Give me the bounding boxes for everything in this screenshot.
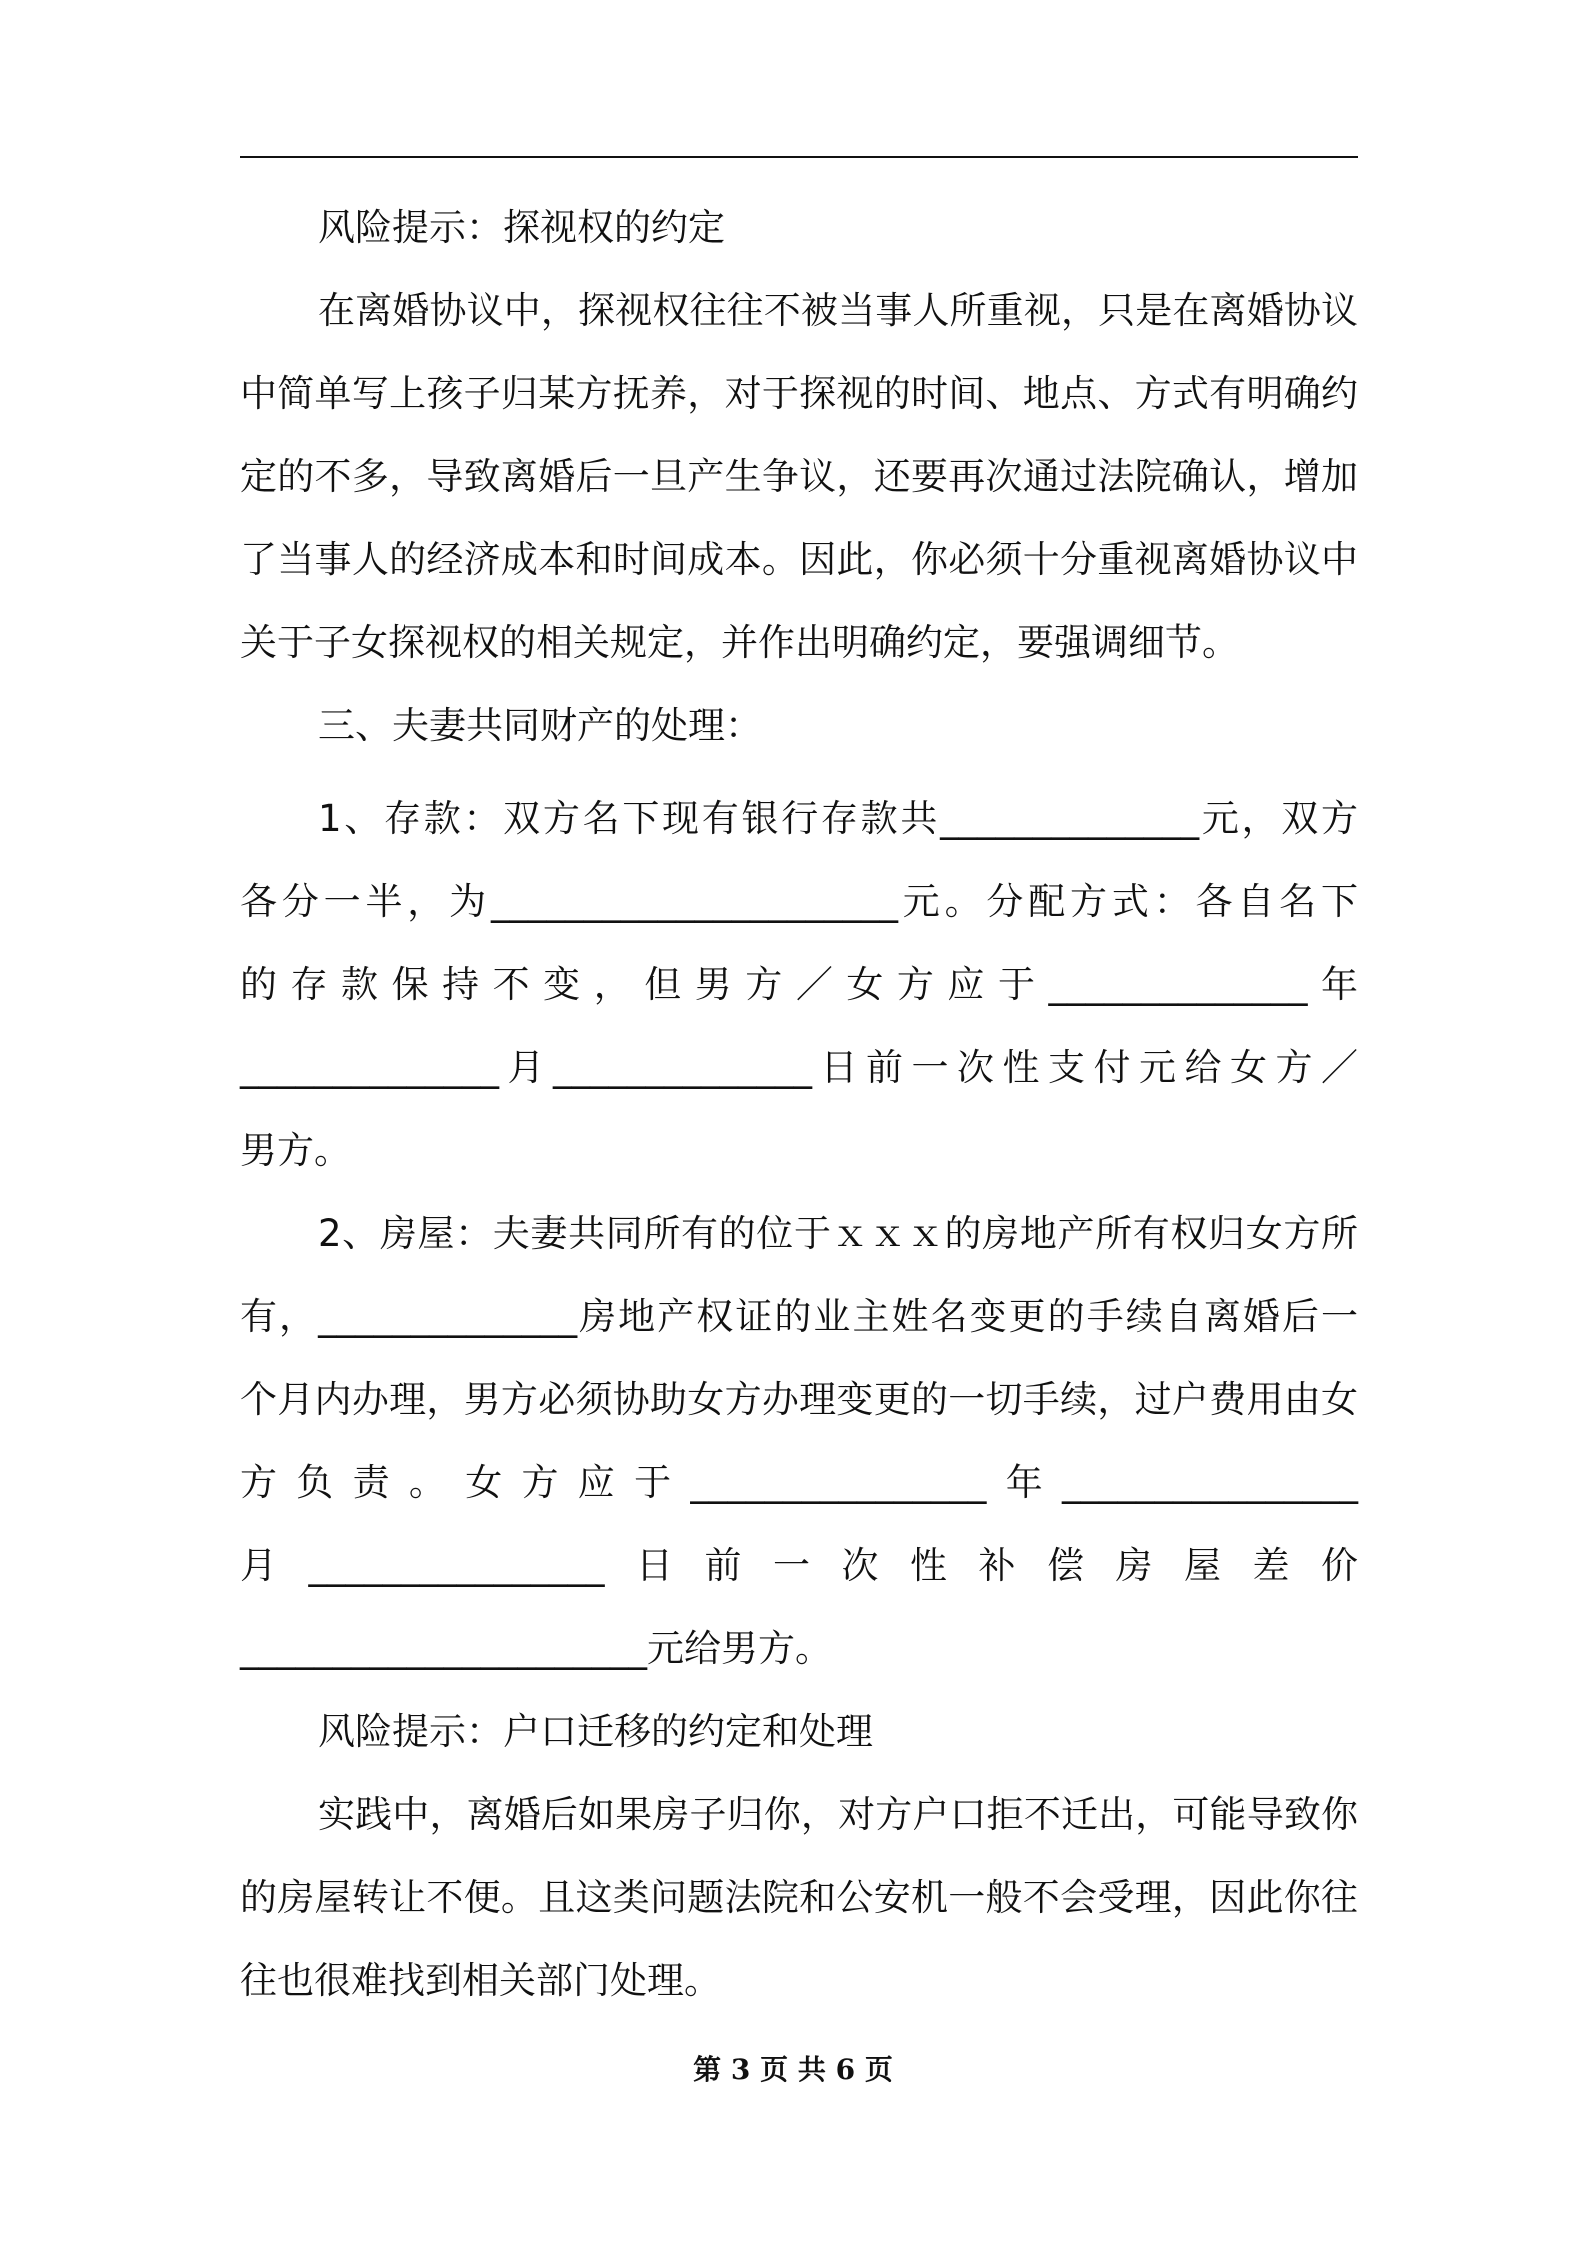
- clause-deposit-line: ______________月______________日前一次性支付元给女方／: [240, 1046, 1358, 1089]
- clause-deposit-line: 各分一半，为______________________元。分配方式：各自名下: [240, 880, 1358, 923]
- clause-house-line: ______________________元给男方。: [240, 1627, 832, 1670]
- clause-deposit-line: 男方。: [240, 1129, 351, 1172]
- page-number: 第 3 页 共 6 页: [693, 2053, 893, 2086]
- clause-house-line: 月________________日前一次性补偿房屋差价: [240, 1544, 1358, 1587]
- clause-house-line: 个月内办理，男方必须协助女方办理变更的一切手续，过户费用由女: [240, 1378, 1358, 1421]
- risk-tip-heading-household: 风险提示：户口迁移的约定和处理: [318, 1710, 873, 1753]
- clause-deposit-line: 1、存款：双方名下现有银行存款共______________元，双方: [318, 797, 1358, 840]
- paragraph-line: 实践中，离婚后如果房子归你，对方户口拒不迁出，可能导致你: [318, 1793, 1358, 1836]
- paragraph-line: 定的不多，导致离婚后一旦产生争议，还要再次通过法院确认，增加: [240, 455, 1358, 498]
- paragraph-line: 往也很难找到相关部门处理。: [240, 1959, 721, 2002]
- risk-tip-heading-visitation: 风险提示：探视权的约定: [318, 206, 725, 249]
- header-rule: [240, 156, 1358, 158]
- paragraph-line: 了当事人的经济成本和时间成本。因此，你必须十分重视离婚协议中: [240, 538, 1358, 581]
- clause-house-line: 2、房屋：夫妻共同所有的位于ｘｘｘ的房地产所有权归女方所: [318, 1212, 1358, 1255]
- clause-house-line: 有，______________房地产权证的业主姓名变更的手续自离婚后一: [240, 1295, 1358, 1338]
- paragraph-line: 的房屋转让不便。且这类问题法院和公安机一般不会受理，因此你往: [240, 1876, 1358, 1919]
- paragraph-line: 在离婚协议中，探视权往往不被当事人所重视，只是在离婚协议: [318, 289, 1358, 332]
- paragraph-line: 中简单写上孩子归某方抚养，对于探视的时间、地点、方式有明确约: [240, 372, 1358, 415]
- clause-house-line: 方负责。女方应于________________年________________: [240, 1461, 1358, 1504]
- section-heading-property: 三、夫妻共同财产的处理：: [318, 704, 762, 747]
- clause-deposit-line: 的存款保持不变，但男方／女方应于______________年: [240, 963, 1358, 1006]
- paragraph-line: 关于子女探视权的相关规定，并作出明确约定，要强调细节。: [240, 621, 1239, 664]
